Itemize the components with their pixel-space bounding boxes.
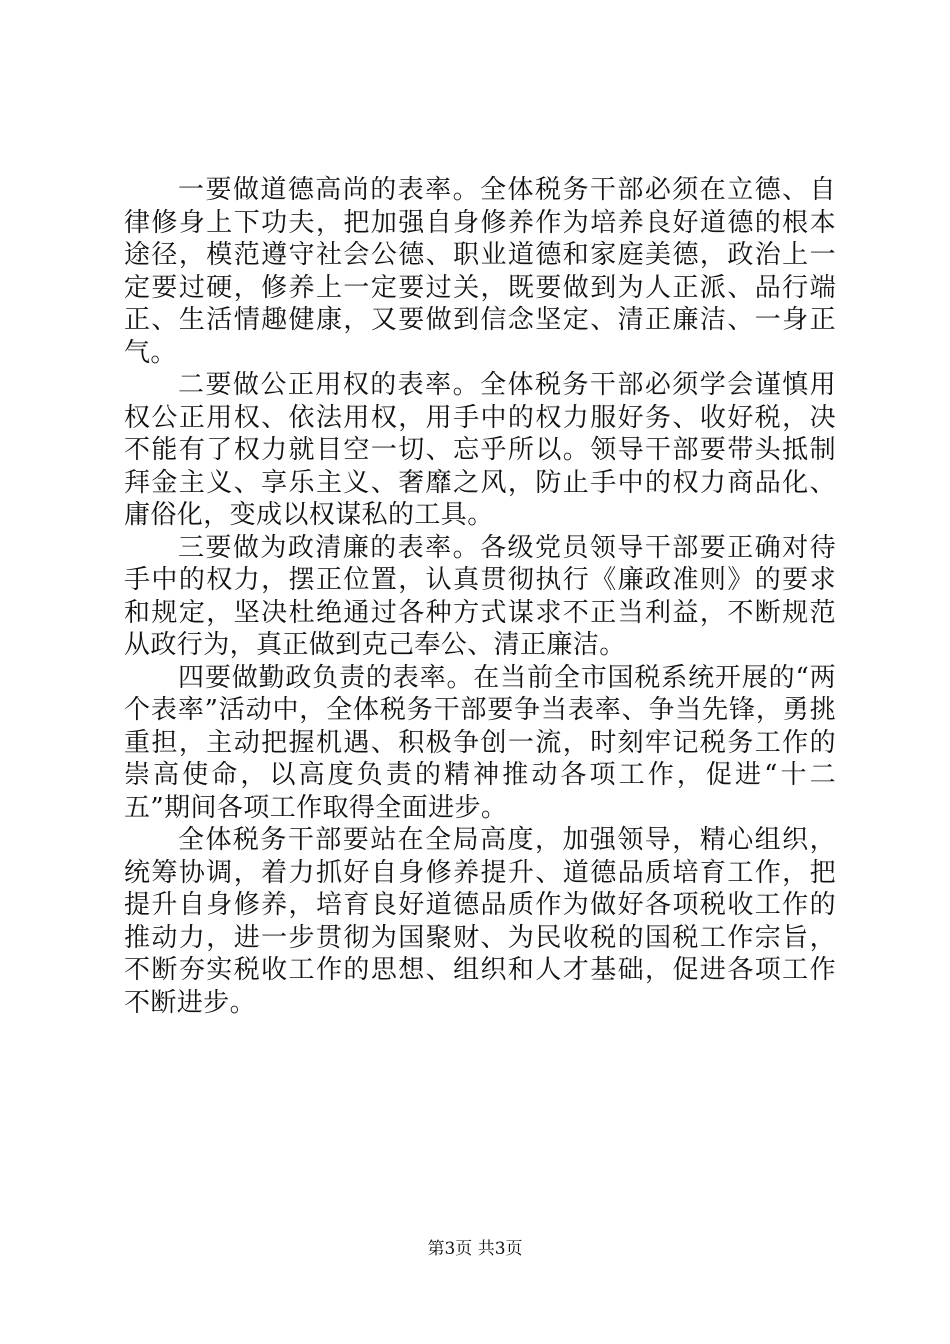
paragraph-fair-power: 二要做公正用权的表率。全体税务干部必须学会谨慎用权公正用权、依法用权，用手中的权力服好务、收好税，决不能有了权力就目空一切、忘乎所以。领导干部要带头抵制拜金主义、享乐主义、奢靡之风，防止手中的权力商品化、庸俗化，变成以权谋私的工具。 — [124, 370, 836, 530]
page-number-footer: 第3页 共3页 — [427, 1239, 523, 1259]
paragraph-conclusion: 全体税务干部要站在全局高度，加强领导，精心组织，统筹协调，着力抓好自身修养提升、道德品质培育工作，把提升自身修养，培育良好道德品质作为做好各项税收工作的推动力，进一步贯彻为国聚财、为民收税的国税工作宗旨，不断夯实税收工作的思想、组织和人才基础，促进各项工作不断进步。 — [124, 825, 836, 1018]
paragraph-diligent-duty: 四要做勤政负责的表率。在当前全市国税系统开展的“两个表率”活动中，全体税务干部要争当表率、争当先锋，勇挑重担，主动把握机遇、积极争创一流，时刻牢记税务工作的崇高使命，以高度负责的精神推动各项工作，促进“十二五”期间各项工作取得全面进步。 — [124, 662, 836, 823]
paragraph-clean-government: 三要做为政清廉的表率。各级党员领导干部要正确对待手中的权力，摆正位置，认真贯彻执行《廉政准则》的要求和规定，坚决杜绝通过各种方式谋求不正当利益，不断规范从政行为，真正做到克己奉公、清正廉洁。 — [124, 532, 836, 660]
document-body — [124, 174, 836, 1019]
paragraph-moral-example: 一要做道德高尚的表率。全体税务干部必须在立德、自律修身上下功夫，把加强自身修养作为培养良好道德的根本途径，模范遵守社会公德、职业道德和家庭美德，政治上一定要过硬，修养上一定要过关，既要做到为人正派、品行端正、生活情趣健康，又要做到信念坚定、清正廉洁、一身正气。 — [124, 175, 836, 368]
